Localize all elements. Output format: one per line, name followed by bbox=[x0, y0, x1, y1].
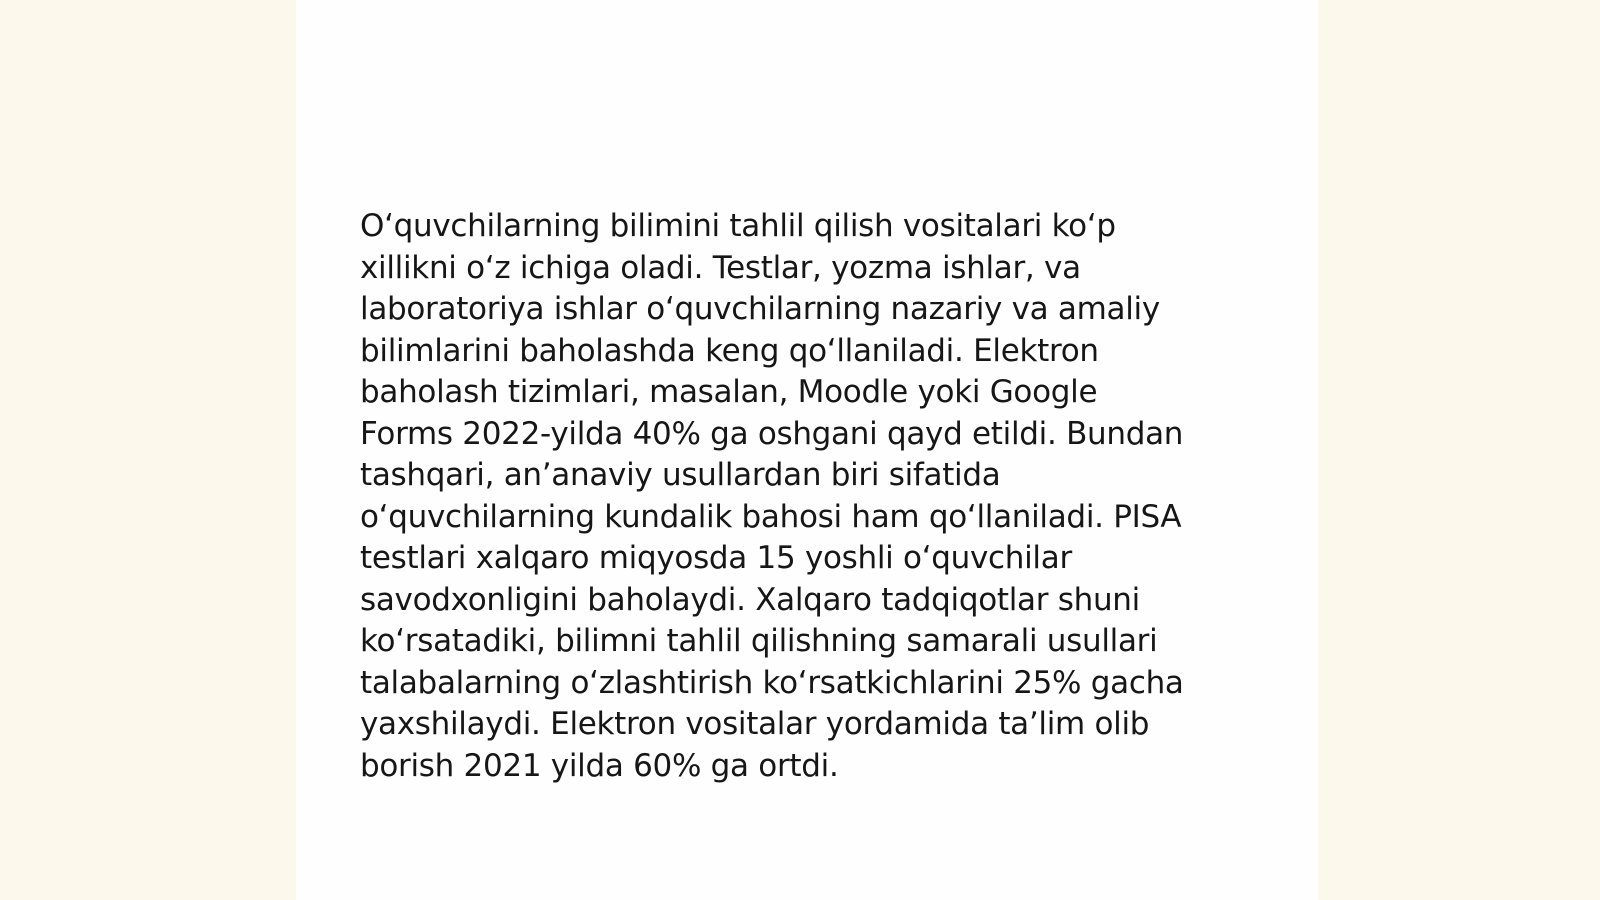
slide-page bbox=[296, 0, 1318, 900]
slide-paragraph: O‘quvchilarning bilimini tahlil qilish vositalari ko‘p xillikni o‘z ichiga oladi. Testlar, yozma ishlar, va laboratoriya ishlar o‘quvchilarning nazariy va amaliy bilimlarini baholashda keng qo‘llaniladi. Elektron baholash tizimlari, masalan, Moodle yoki Google Forms 2022-yilda 40% ga oshgani qayd etildi. Bundan tashqari, an’anaviy usullardan biri sifatida o‘quvchilarning kundalik bahosi ham qo‘llaniladi. PISA testlari xalqaro miqyosda 15 yoshli o‘quvchilar savodxonligini baholaydi. Xalqaro tadqiqotlar shuni ko‘rsatadiki, bilimni tahlil qilishning samarali usullari talabalarning o‘zlashtirish ko‘rsatkichlarini 25% gacha yaxshilaydi. Elektron vositalar yordamida ta’lim olib borish 2021 yilda 60% ga ortdi. bbox=[360, 208, 1184, 784]
